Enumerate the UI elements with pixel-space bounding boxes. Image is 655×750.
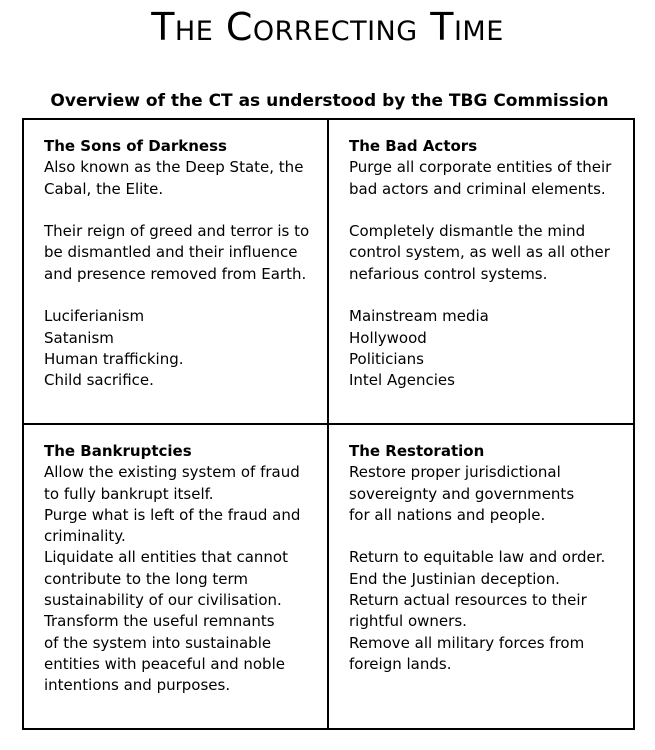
text-line: Remove all military forces from: [349, 633, 585, 652]
quadrant-heading: The Sons of Darkness: [44, 137, 227, 155]
text-line: entities with peaceful and noble: [44, 654, 285, 673]
paragraph-gap: [349, 200, 625, 221]
text-line: intentions and purposes.: [44, 676, 231, 695]
quadrant-grid: [22, 118, 635, 730]
list-item: Politicians: [349, 349, 424, 368]
text-line: Their reign of greed and terror is to: [44, 222, 310, 241]
list-item: Mainstream media: [349, 307, 489, 326]
text-line: be dismantled and their influence: [44, 243, 298, 262]
text-line: Return to equitable law and order.: [349, 548, 606, 567]
list-item: Child sacrifice.: [44, 371, 154, 390]
text-line: contribute to the long term: [44, 569, 249, 588]
list-item: Intel Agencies: [349, 371, 455, 390]
text-line: control system, as well as all other: [349, 243, 610, 262]
paragraph-gap: [44, 285, 317, 306]
paragraph-gap: [349, 526, 625, 547]
text-line: Purge what is left of the fraud and: [44, 505, 301, 524]
text-line: foreign lands.: [349, 654, 452, 673]
quadrant-bankruptcies: [24, 425, 329, 730]
text-line: of the system into sustainable: [44, 633, 272, 652]
text-line: Restore proper jurisdictional: [349, 463, 561, 482]
list-item: Luciferianism: [44, 307, 145, 326]
list-item: Human trafficking.: [44, 349, 184, 368]
quadrant-sons-of-darkness: [24, 120, 329, 425]
quadrant-heading: The Restoration: [349, 442, 485, 460]
text-line: bad actors and criminal elements.: [349, 179, 606, 198]
text-line: sovereignty and governments: [349, 484, 575, 503]
list-item: Satanism: [44, 328, 114, 347]
paragraph-gap: [349, 285, 625, 306]
page-title: The Correcting Time: [151, 5, 504, 49]
text-line: Liquidate all entities that cannot: [44, 548, 288, 567]
quadrant-heading: The Bankruptcies: [44, 442, 192, 460]
page-subtitle: Overview of the CT as understood by the TBG Commission: [50, 91, 609, 111]
text-line: sustainability of our civilisation.: [44, 591, 282, 610]
text-line: nefarious control systems.: [349, 264, 548, 283]
text-line: Completely dismantle the mind: [349, 222, 586, 241]
text-line: Transform the useful remnants: [44, 612, 275, 631]
quadrant-bad-actors: [329, 120, 635, 425]
quadrant-restoration: [329, 425, 635, 730]
text-line: End the Justinian deception.: [349, 569, 560, 588]
text-line: Return actual resources to their: [349, 591, 587, 610]
text-line: Also known as the Deep State, the: [44, 158, 304, 177]
text-line: for all nations and people.: [349, 505, 546, 524]
text-line: Allow the existing system of fraud: [44, 463, 300, 482]
text-line: criminality.: [44, 527, 126, 546]
text-line: to fully bankrupt itself.: [44, 484, 214, 503]
paragraph-gap: [44, 200, 317, 221]
list-item: Hollywood: [349, 328, 427, 347]
text-line: and presence removed from Earth.: [44, 264, 307, 283]
text-line: Purge all corporate entities of their: [349, 158, 612, 177]
quadrant-heading: The Bad Actors: [349, 137, 478, 155]
text-line: rightful owners.: [349, 612, 467, 631]
text-line: Cabal, the Elite.: [44, 179, 164, 198]
